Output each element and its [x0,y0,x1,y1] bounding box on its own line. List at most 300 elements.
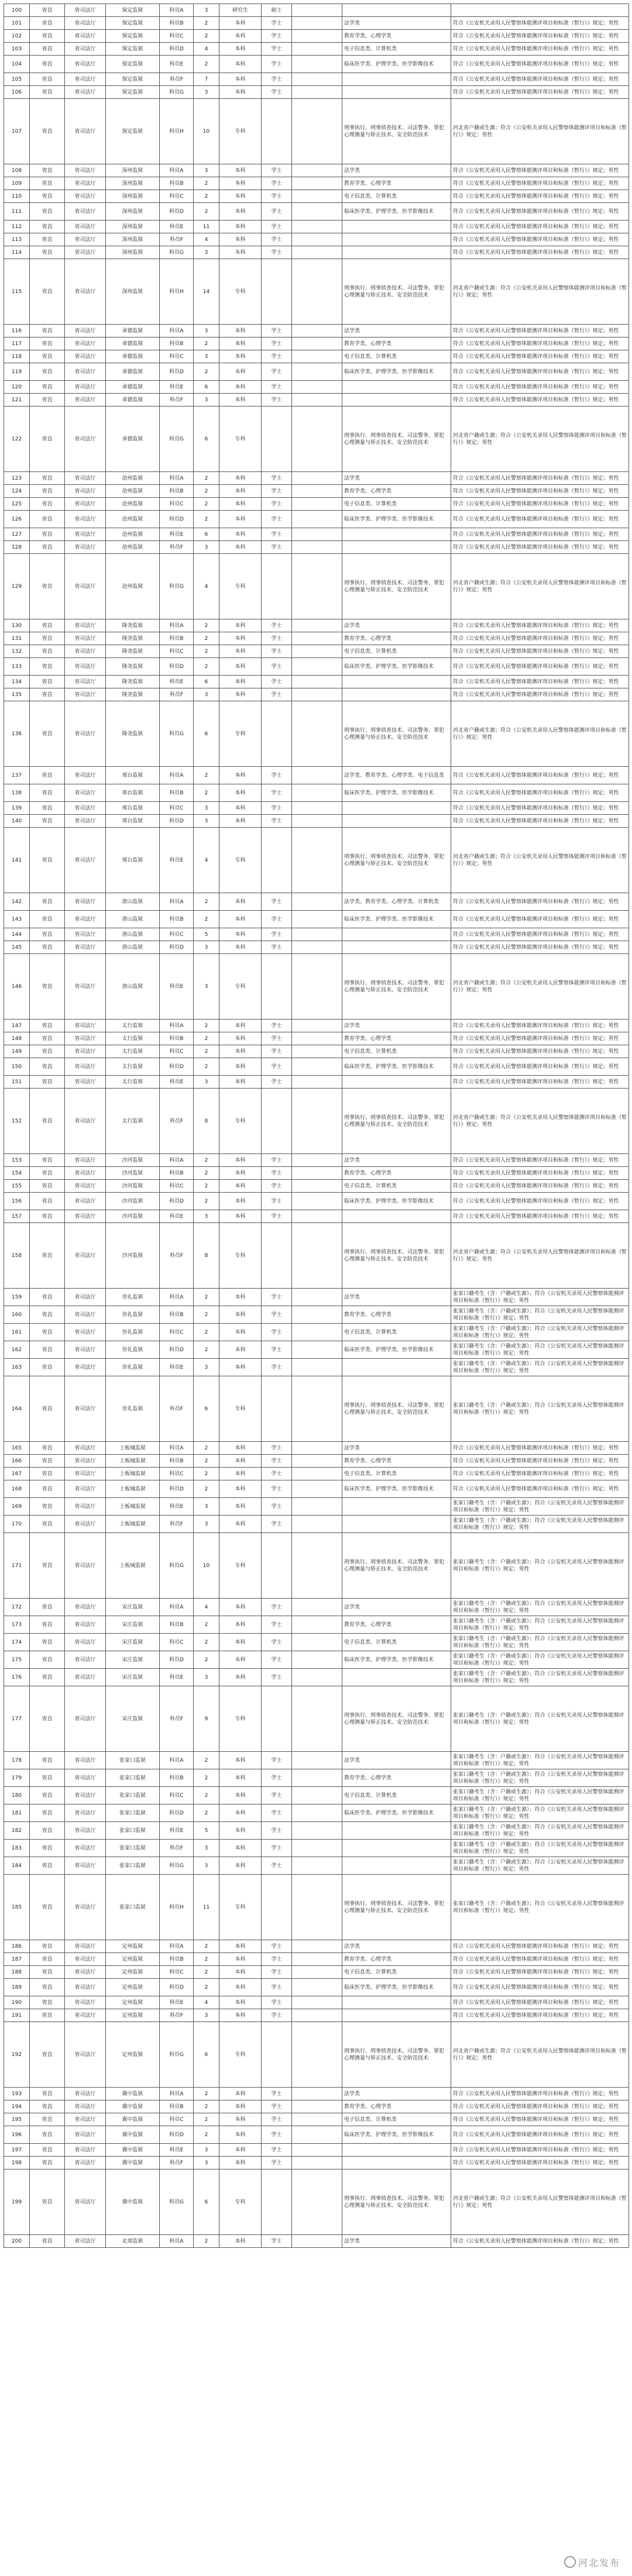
row-number: 182 [4,1822,30,1840]
degree-cell: 学士 [262,2009,292,2022]
requirement-cell: 符合《公安机关录用人民警察体能测评项目和标准（暂行）》规定；男性 [451,498,629,511]
degree-cell: 学士 [262,1769,292,1787]
row-number: 196 [4,2126,30,2144]
unit-cell: 上板城监狱 [106,1498,160,1516]
requirement-cell: 符合《公安机关录用人民警察体能测评项目和标准（暂行）》规定；男性 [451,1058,629,1076]
major-cell: 教育学类、心理学类 [342,2100,451,2113]
major-cell [342,381,451,394]
requirement-cell: 符合《公安机关录用人民警察体能测评项目和标准（暂行）》规定；男性 [451,233,629,246]
table-row [4,911,629,928]
unit-cell: 张家口监狱 [106,1840,160,1857]
degree-cell: 学士 [262,233,292,246]
table-row [4,43,629,56]
department-cell: 省司法厅 [65,86,106,99]
unit-cell: 沙河监狱 [106,1210,160,1223]
requirement-cell: 张家口籍考生（含：户籍或生源）；符合《公安机关录用人民警察体能测评项目和标准（暂行）》规定；男性 [451,1752,629,1769]
table-row [4,190,629,203]
position-cell: 科员A [160,1442,194,1455]
level-cell: 省直 [30,658,65,676]
requirement-cell: 河北省户籍或生源；符合《公安机关录用人民警察体能测评项目和标准（暂行）》规定；男性 [451,407,629,472]
unit-cell: 宋庄监狱 [106,1616,160,1634]
level-cell: 省直 [30,203,65,221]
blank-cell [292,1058,342,1076]
row-number: 161 [4,1324,30,1341]
major-cell [342,802,451,815]
major-cell: 法学类 [342,2088,451,2100]
education-cell: 本科 [219,2144,262,2157]
row-number: 200 [4,2235,30,2248]
department-cell: 省司法厅 [65,1076,106,1089]
unit-cell: 崇礼监狱 [106,1376,160,1442]
education-cell: 本科 [219,394,262,407]
count-cell: 2 [194,177,219,190]
education-cell: 本科 [219,2088,262,2100]
level-cell: 省直 [30,1686,65,1752]
table-row [4,688,629,701]
unit-cell: 邢台监狱 [106,767,160,784]
department-cell: 省司法厅 [65,911,106,928]
major-cell: 刑事执行、刑事侦查技术、司法警务、罪犯心理测量与矫正技术、安全防范技术 [342,1875,451,1940]
unit-cell: 沧州监狱 [106,554,160,619]
level-cell: 省直 [30,1076,65,1089]
requirement-cell: 符合《公安机关录用人民警察体能测评项目和标准（暂行）》规定；男性 [451,363,629,381]
position-cell: 科员D [160,43,194,56]
position-cell: 科员A [160,2088,194,2100]
blank-cell [292,1804,342,1822]
table-row [4,1752,629,1769]
position-cell: 科员C [160,498,194,511]
requirement-cell: 符合《公安机关录用人民警察体能测评项目和标准（暂行）》规定；男性 [451,1996,629,2009]
position-cell: 科员A [160,472,194,485]
position-cell: 科员H [160,1875,194,1940]
row-number: 140 [4,815,30,828]
department-cell: 省司法厅 [65,1210,106,1223]
major-cell [342,928,451,941]
row-number: 150 [4,1058,30,1076]
row-number: 105 [4,73,30,86]
requirement-cell: 张家口籍考生（含：户籍或生源）；符合《公安机关录用人民警察体能测评项目和标准（暂行）》规定；男性 [451,1533,629,1599]
degree-cell: 学士 [262,1167,292,1180]
row-number: 156 [4,1193,30,1210]
position-cell: 科员G [160,86,194,99]
department-cell: 省司法厅 [65,528,106,541]
position-cell: 科员F [160,1376,194,1442]
level-cell: 省直 [30,554,65,619]
requirement-cell [451,4,629,17]
blank-cell [292,1669,342,1686]
education-cell: 本科 [219,203,262,221]
requirement-cell: 河北省户籍或生源；符合《公安机关录用人民警察体能测评项目和标准（暂行）》规定；男性 [451,259,629,325]
blank-cell [292,350,342,363]
position-cell: 科员F [160,541,194,554]
requirement-cell: 符合《公安机关录用人民警察体能测评项目和标准（暂行）》规定；男性 [451,1180,629,1193]
position-cell: 科员E [160,1669,194,1686]
unit-cell: 冀中监狱 [106,2113,160,2126]
degree-cell [262,828,292,893]
count-cell: 2 [194,203,219,221]
degree-cell: 学士 [262,17,292,30]
position-cell: 科员C [160,1787,194,1804]
position-cell: 科员C [160,802,194,815]
position-cell: 科员G [160,2169,194,2235]
unit-cell: 保定监狱 [106,43,160,56]
row-number: 170 [4,1516,30,1533]
requirement-cell: 张家口籍考生（含：户籍或生源）；符合《公安机关录用人民警察体能测评项目和标准（暂行）》规定；男性 [451,1359,629,1376]
degree-cell: 学士 [262,1996,292,2009]
major-cell: 电子信息类、计算机类 [342,1966,451,1979]
blank-cell [292,619,342,632]
requirement-cell: 符合《公安机关录用人民警察体能测评项目和标准（暂行）》规定；男性 [451,528,629,541]
table-row [4,1058,629,1076]
major-cell [342,1840,451,1857]
degree-cell: 学士 [262,325,292,338]
position-cell: 科员E [160,381,194,394]
degree-cell [262,701,292,767]
blank-cell [292,99,342,164]
row-number: 116 [4,325,30,338]
education-cell: 本科 [219,2100,262,2113]
position-cell: 科员C [160,1966,194,1979]
major-cell: 教育学类、心理学类 [342,1953,451,1966]
major-cell: 临床医学类、护理学类、医学影像技术 [342,1058,451,1076]
blank-cell [292,954,342,1020]
major-cell: 临床医学类、护理学类、医学影像技术 [342,511,451,528]
unit-cell: 定州监狱 [106,2022,160,2088]
major-cell [342,1669,451,1686]
unit-cell: 宋庄监狱 [106,1634,160,1651]
degree-cell: 学士 [262,511,292,528]
degree-cell: 学士 [262,1154,292,1167]
blank-cell [292,177,342,190]
degree-cell: 学士 [262,1480,292,1498]
unit-cell: 保定监狱 [106,30,160,43]
degree-cell: 学士 [262,73,292,86]
requirement-cell: 符合《公安机关录用人民警察体能测评项目和标准（暂行）》规定；男性 [451,43,629,56]
table-row [4,1979,629,1996]
blank-cell [292,2088,342,2100]
unit-cell: 张家口监狱 [106,1787,160,1804]
department-cell: 省司法厅 [65,1223,106,1289]
unit-cell: 沙河监狱 [106,1154,160,1167]
degree-cell: 学士 [262,1953,292,1966]
requirement-cell: 符合《公安机关录用人民警察体能测评项目和标准（暂行）》规定；男性 [451,802,629,815]
major-cell: 教育学类、心理学类 [342,485,451,498]
count-cell: 2 [194,1058,219,1076]
level-cell: 省直 [30,701,65,767]
degree-cell: 学士 [262,1076,292,1089]
education-cell: 专科 [219,701,262,767]
row-number: 133 [4,658,30,676]
blank-cell [292,701,342,767]
blank-cell [292,1193,342,1210]
row-number: 128 [4,541,30,554]
degree-cell: 学士 [262,1516,292,1533]
major-cell: 刑事执行、刑事侦查技术、司法警务、罪犯心理测量与矫正技术、安全防范技术 [342,828,451,893]
row-number: 169 [4,1498,30,1516]
row-number: 198 [4,2157,30,2169]
level-cell: 省直 [30,350,65,363]
major-cell: 临床医学类、护理学类、医学影像技术 [342,658,451,676]
count-cell: 3 [194,541,219,554]
degree-cell: 学士 [262,784,292,802]
degree-cell: 学士 [262,619,292,632]
requirement-cell: 河北省户籍或生源；符合《公安机关录用人民警察体能测评项目和标准（暂行）》规定；男性 [451,701,629,767]
education-cell: 本科 [219,1634,262,1651]
department-cell: 省司法厅 [65,1498,106,1516]
row-number: 131 [4,632,30,645]
table-row [4,99,629,164]
blank-cell [292,1840,342,1857]
department-cell: 省司法厅 [65,485,106,498]
unit-cell: 隆尧监狱 [106,619,160,632]
major-cell: 教育学类、心理学类 [342,177,451,190]
major-cell: 法学类 [342,325,451,338]
count-cell: 6 [194,1376,219,1442]
row-number: 194 [4,2100,30,2113]
degree-cell: 学士 [262,528,292,541]
level-cell: 省直 [30,1498,65,1516]
major-cell [342,1210,451,1223]
unit-cell: 宋庄监狱 [106,1686,160,1752]
major-cell: 刑事执行、刑事侦查技术、司法警务、罪犯心理测量与矫正技术、安全防范技术 [342,954,451,1020]
blank-cell [292,325,342,338]
requirement-cell: 符合《公安机关录用人民警察体能测评项目和标准（暂行）》规定；男性 [451,86,629,99]
count-cell: 5 [194,1822,219,1840]
level-cell: 省直 [30,498,65,511]
blank-cell [292,2157,342,2169]
level-cell: 省直 [30,325,65,338]
level-cell: 省直 [30,954,65,1020]
blank-cell [292,1341,342,1359]
blank-cell [292,73,342,86]
position-cell: 科员B [160,1306,194,1324]
education-cell: 本科 [219,1076,262,1089]
row-number: 165 [4,1442,30,1455]
position-cell: 科员D [160,2126,194,2144]
table-row [4,1089,629,1154]
position-cell: 科员C [160,645,194,658]
degree-cell: 学士 [262,632,292,645]
row-number: 137 [4,767,30,784]
blank-cell [292,17,342,30]
education-cell: 本科 [219,1455,262,1468]
requirement-cell: 河北省户籍或生源；符合《公安机关录用人民警察体能测评项目和标准（暂行）》规定；男性 [451,99,629,164]
education-cell: 本科 [219,767,262,784]
department-cell: 省司法厅 [65,1769,106,1787]
table-row [4,325,629,338]
requirement-cell: 张家口籍考生（含：户籍或生源）；符合《公安机关录用人民警察体能测评项目和标准（暂行）》规定；男性 [451,1516,629,1533]
major-cell: 刑事执行、刑事侦查技术、司法警务、罪犯心理测量与矫正技术、安全防范技术 [342,1533,451,1599]
major-cell: 法学类 [342,472,451,485]
blank-cell [292,1376,342,1442]
department-cell: 省司法厅 [65,1324,106,1341]
table-row [4,1076,629,1089]
requirement-cell: 符合《公安机关录用人民警察体能测评项目和标准（暂行）》规定；男性 [451,177,629,190]
requirement-cell: 符合《公安机关录用人民警察体能测评项目和标准（暂行）》规定；男性 [451,381,629,394]
degree-cell: 学士 [262,164,292,177]
count-cell: 2 [194,498,219,511]
requirement-cell: 符合《公安机关录用人民警察体能测评项目和标准（暂行）》规定；男性 [451,30,629,43]
unit-cell: 承德监狱 [106,363,160,381]
row-number: 114 [4,246,30,259]
education-cell: 本科 [219,784,262,802]
degree-cell: 学士 [262,2144,292,2157]
level-cell: 省直 [30,73,65,86]
major-cell: 刑事执行、刑事侦查技术、司法警务、罪犯心理测量与矫正技术、安全防范技术 [342,1376,451,1442]
position-cell: 科员G [160,2022,194,2088]
row-number: 185 [4,1875,30,1940]
weibo-logo-icon [564,2556,576,2568]
blank-cell [292,941,342,954]
count-cell: 6 [194,381,219,394]
level-cell: 省直 [30,1324,65,1341]
department-cell: 省司法厅 [65,658,106,676]
position-cell: 科员C [160,30,194,43]
requirement-cell: 符合《公安机关录用人民警察体能测评项目和标准（暂行）》规定；男性 [451,541,629,554]
unit-cell: 隆尧监狱 [106,645,160,658]
degree-cell: 学士 [262,1498,292,1516]
row-number: 164 [4,1376,30,1442]
row-number: 109 [4,177,30,190]
requirement-cell: 符合《公安机关录用人民警察体能测评项目和标准（暂行）》规定；男性 [451,815,629,828]
row-number: 103 [4,43,30,56]
count-cell: 3 [194,246,219,259]
row-number: 179 [4,1769,30,1787]
unit-cell: 保定监狱 [106,56,160,73]
department-cell: 省司法厅 [65,1306,106,1324]
position-cell: 科员H [160,259,194,325]
blank-cell [292,1154,342,1167]
unit-cell: 保定监狱 [106,17,160,30]
level-cell: 省直 [30,784,65,802]
level-cell: 省直 [30,645,65,658]
department-cell: 省司法厅 [65,164,106,177]
degree-cell: 学士 [262,363,292,381]
degree-cell: 学士 [262,1822,292,1840]
row-number: 118 [4,350,30,363]
department-cell: 省司法厅 [65,1089,106,1154]
degree-cell: 学士 [262,1599,292,1616]
requirement-cell: 符合《公安机关录用人民警察体能测评项目和标准（暂行）》规定；男性 [451,164,629,177]
major-cell: 刑事执行、刑事侦查技术、司法警务、罪犯心理测量与矫正技术、安全防范技术 [342,99,451,164]
major-cell: 电子信息类、计算机类 [342,1468,451,1480]
position-cell: 科员A [160,1289,194,1306]
blank-cell [292,233,342,246]
position-cell: 科员A [160,164,194,177]
position-cell: 科员H [160,99,194,164]
education-cell: 专科 [219,554,262,619]
requirement-cell: 张家口籍考生（含：户籍或生源）；符合《公安机关录用人民警察体能测评项目和标准（暂行）》规定；男性 [451,1822,629,1840]
row-number: 158 [4,1223,30,1289]
count-cell: 2 [194,1769,219,1787]
table-row [4,363,629,381]
degree-cell: 学士 [262,350,292,363]
row-number: 110 [4,190,30,203]
major-cell: 法学类 [342,1752,451,1769]
degree-cell: 学士 [262,2157,292,2169]
row-number: 172 [4,1599,30,1616]
position-cell: 科员B [160,1167,194,1180]
position-cell: 科员E [160,221,194,233]
department-cell: 省司法厅 [65,1442,106,1455]
department-cell: 省司法厅 [65,43,106,56]
unit-cell: 上板城监狱 [106,1533,160,1599]
count-cell: 3 [194,688,219,701]
blank-cell [292,828,342,893]
level-cell: 省直 [30,1089,65,1154]
count-cell: 2 [194,1634,219,1651]
table-row [4,4,629,17]
department-cell: 省司法厅 [65,338,106,350]
level-cell: 省直 [30,893,65,911]
table-row [4,56,629,73]
blank-cell [292,1076,342,1089]
requirement-cell: 符合《公安机关录用人民警察体能测评项目和标准（暂行）》规定；男性 [451,1442,629,1455]
requirement-cell: 符合《公安机关录用人民警察体能测评项目和标准（暂行）》规定；男性 [451,1468,629,1480]
education-cell: 本科 [219,1032,262,1045]
count-cell: 9 [194,1686,219,1752]
row-number: 123 [4,472,30,485]
row-number: 127 [4,528,30,541]
position-cell: 科员D [160,941,194,954]
major-cell: 临床医学类、护理学类、医学影像技术 [342,1979,451,1996]
table-row [4,658,629,676]
department-cell: 省司法厅 [65,1045,106,1058]
level-cell: 省直 [30,2126,65,2144]
table-row [4,1966,629,1979]
unit-cell: 宋庄监狱 [106,1669,160,1686]
education-cell: 专科 [219,99,262,164]
unit-cell: 沧州监狱 [106,541,160,554]
unit-cell: 沧州监狱 [106,528,160,541]
count-cell: 11 [194,1875,219,1940]
blank-cell [292,802,342,815]
unit-cell: 隆尧监狱 [106,688,160,701]
requirement-cell: 符合《公安机关录用人民警察体能测评项目和标准（暂行）》规定；男性 [451,928,629,941]
education-cell: 本科 [219,1289,262,1306]
unit-cell: 唐山监狱 [106,928,160,941]
major-cell [342,1857,451,1875]
blank-cell [292,203,342,221]
level-cell: 省直 [30,1468,65,1480]
position-cell: 科员G [160,407,194,472]
major-cell: 临床医学类、护理学类、医学影像技术 [342,1651,451,1669]
level-cell: 省直 [30,632,65,645]
requirement-cell: 张家口籍考生（含：户籍或生源）；符合《公安机关录用人民警察体能测评项目和标准（暂行）》规定；男性 [451,1616,629,1634]
table-row [4,1193,629,1210]
unit-cell: 邢台监狱 [106,828,160,893]
table-row [4,784,629,802]
row-number: 111 [4,203,30,221]
requirement-cell: 张家口籍考生（含：户籍或生源）；符合《公安机关录用人民警察体能测评项目和标准（暂行）》规定；男性 [451,1498,629,1516]
position-cell: 科员C [160,1324,194,1341]
education-cell: 本科 [219,541,262,554]
major-cell: 电子信息类、计算机类 [342,1634,451,1651]
education-cell: 本科 [219,941,262,954]
table-row [4,1223,629,1289]
table-row [4,1875,629,1940]
level-cell: 省直 [30,767,65,784]
requirement-cell: 符合《公安机关录用人民警察体能测评项目和标准（暂行）》规定；男性 [451,767,629,784]
degree-cell: 学士 [262,43,292,56]
degree-cell: 硕士 [262,4,292,17]
education-cell: 本科 [219,802,262,815]
unit-cell: 沙河监狱 [106,1223,160,1289]
count-cell: 3 [194,394,219,407]
table-row [4,2100,629,2113]
education-cell: 本科 [219,1787,262,1804]
major-cell [342,4,451,17]
